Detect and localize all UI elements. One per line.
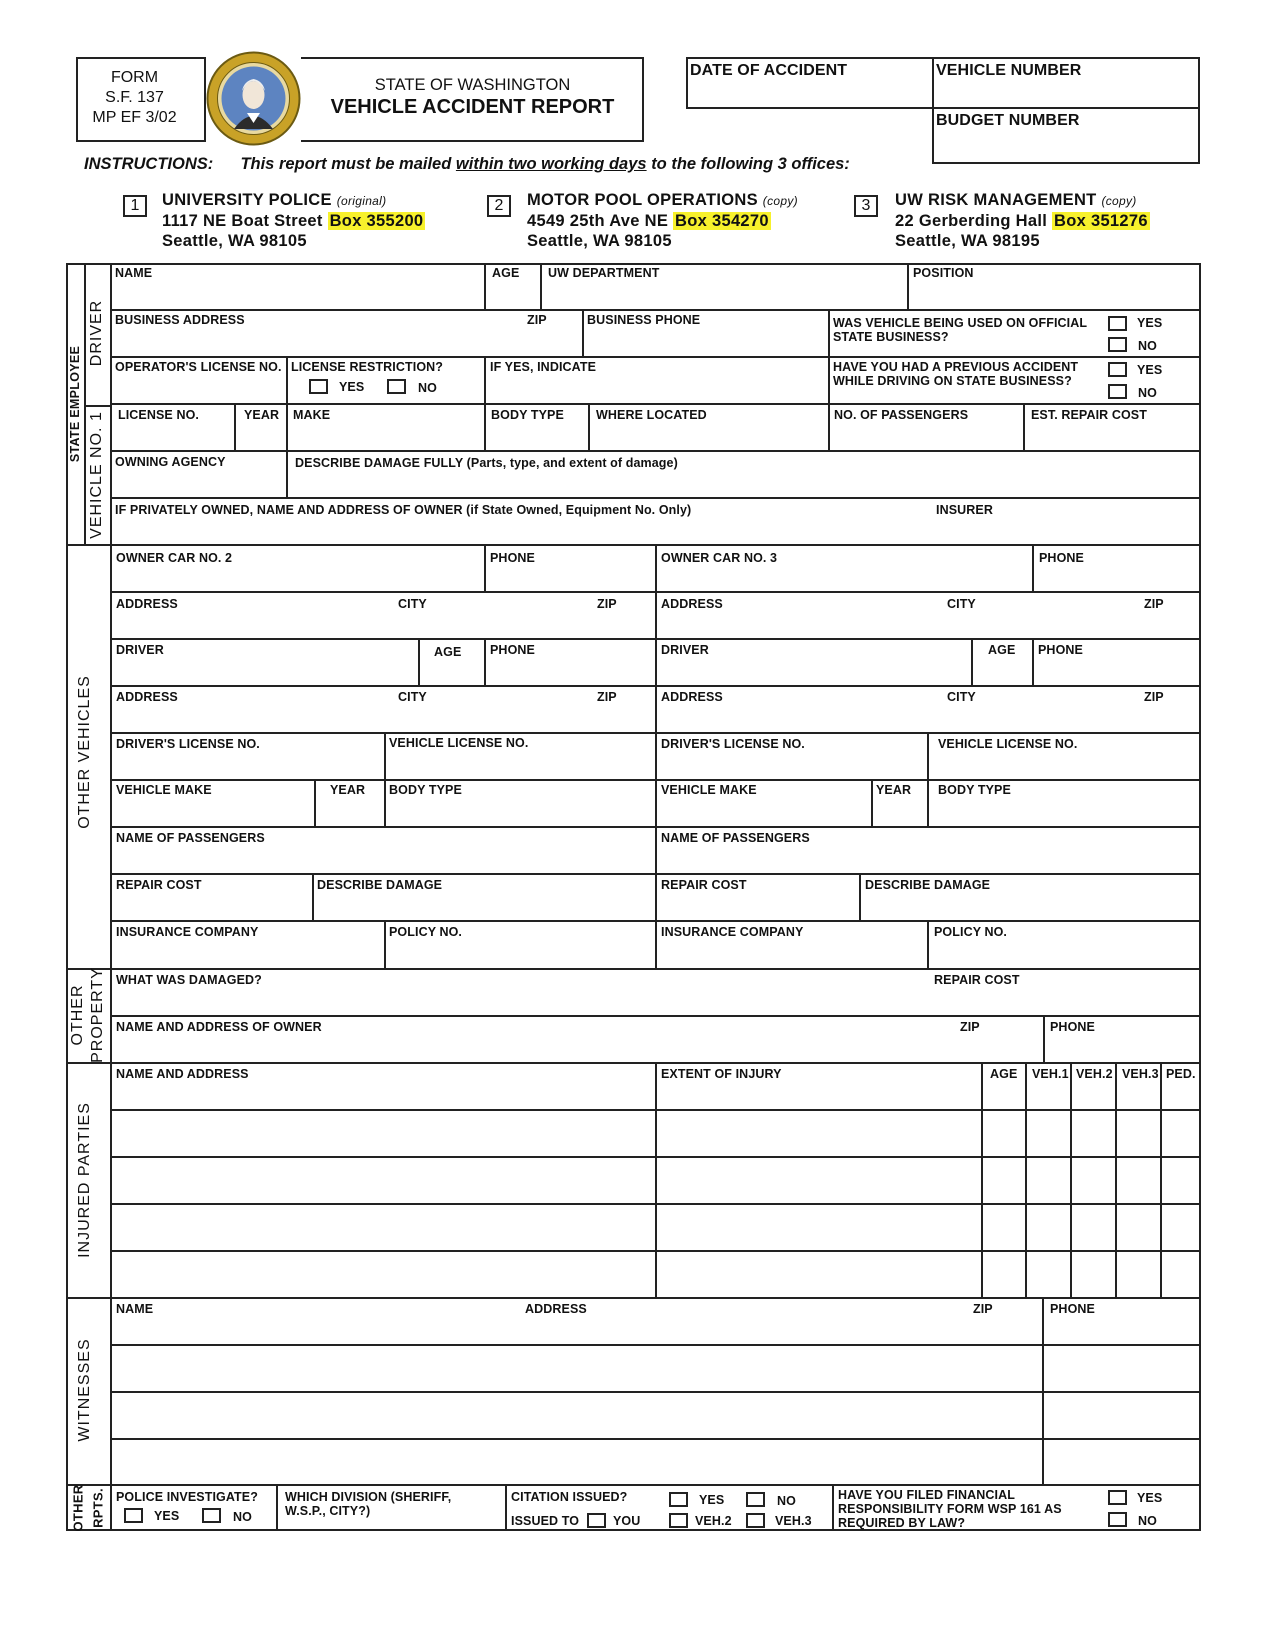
office-number: 2 bbox=[487, 195, 511, 217]
citation-yes-label: YES bbox=[699, 1493, 725, 1507]
office-box-number: Box 351276 bbox=[1054, 212, 1148, 230]
instructions-emphasis: within two working days bbox=[455, 155, 647, 173]
license-no-label: LICENSE NO. bbox=[118, 408, 199, 422]
business-address-label: BUSINESS ADDRESS bbox=[115, 313, 245, 327]
section-other-vehicles: OTHER VEHICLES bbox=[76, 675, 93, 829]
vehicle-3-damage-label: DESCRIBE DAMAGE bbox=[865, 878, 991, 892]
restriction-no-label: NO bbox=[418, 381, 437, 395]
official-business-no-label: NO bbox=[1138, 339, 1157, 353]
operators-license-label: OPERATOR'S LICENSE NO. bbox=[115, 360, 282, 374]
section-witnesses: WITNESSES bbox=[76, 1338, 93, 1442]
police-yes-checkbox[interactable] bbox=[124, 1508, 143, 1523]
financial-yes-label: YES bbox=[1137, 1491, 1163, 1505]
injured-name-address-label: NAME AND ADDRESS bbox=[116, 1067, 249, 1081]
vehicle-3-insurance-label: INSURANCE COMPANY bbox=[661, 925, 804, 939]
police-no-checkbox[interactable] bbox=[202, 1508, 221, 1523]
driver-2-license-label: DRIVER'S LICENSE NO. bbox=[116, 737, 260, 751]
date-of-accident-label: DATE OF ACCIDENT bbox=[690, 62, 848, 79]
vehicle-3-policy-label: POLICY NO. bbox=[934, 925, 1008, 939]
issued-to-veh3-label: VEH.3 bbox=[775, 1514, 812, 1528]
which-division-label: WHICH DIVISION (SHERIFF, W.S.P., CITY?) bbox=[285, 1490, 452, 1518]
issued-to-veh2-label: VEH.2 bbox=[695, 1514, 732, 1528]
vehicle-number-label: VEHICLE NUMBER bbox=[936, 62, 1082, 79]
vehicle-2-year-label: YEAR bbox=[330, 783, 366, 797]
property-phone-label: PHONE bbox=[1050, 1020, 1095, 1034]
property-owner-label: NAME AND ADDRESS OF OWNER bbox=[116, 1020, 322, 1034]
office-number: 1 bbox=[123, 195, 147, 217]
police-yes-label: YES bbox=[154, 1509, 180, 1523]
section-other-reports-line2: RPTS. bbox=[90, 1488, 106, 1528]
vehicle-2-insurance-label: INSURANCE COMPANY bbox=[116, 925, 259, 939]
driver-3-phone-label: PHONE bbox=[1038, 643, 1083, 657]
issued-to-you-label: YOU bbox=[613, 1514, 641, 1528]
restriction-no-checkbox[interactable] bbox=[387, 379, 406, 394]
section-other-reports-line1: OTHER bbox=[70, 1484, 86, 1532]
vehicle-2-make-label: VEHICLE MAKE bbox=[116, 783, 212, 797]
license-restriction-label: LICENSE RESTRICTION? bbox=[291, 360, 444, 374]
body-type-label: BODY TYPE bbox=[491, 408, 564, 422]
driver-2-label: DRIVER bbox=[116, 643, 164, 657]
owner-2-phone-label: PHONE bbox=[490, 551, 535, 565]
office-box-number: Box 354270 bbox=[675, 212, 769, 230]
official-business-yes-checkbox[interactable] bbox=[1108, 316, 1127, 331]
business-phone-label: BUSINESS PHONE bbox=[587, 313, 701, 327]
describe-damage-label: DESCRIBE DAMAGE FULLY (Parts, type, and extent of damage) bbox=[295, 456, 678, 470]
driver-3-zip-label: ZIP bbox=[1144, 690, 1164, 704]
previous-accident-no-checkbox[interactable] bbox=[1108, 384, 1127, 399]
what-damaged-label: WHAT WAS DAMAGED? bbox=[116, 973, 262, 987]
vehicle-2-license-label: VEHICLE LICENSE NO. bbox=[389, 736, 529, 750]
financial-yes-checkbox[interactable] bbox=[1108, 1490, 1127, 1505]
injured-veh2-label: VEH.2 bbox=[1076, 1067, 1113, 1081]
injured-veh1-label: VEH.1 bbox=[1032, 1067, 1069, 1081]
passengers-count-label: NO. OF PASSENGERS bbox=[834, 408, 969, 422]
vehicle-2-repair-cost-label: REPAIR COST bbox=[116, 878, 202, 892]
driver-2-city-label: CITY bbox=[398, 690, 427, 704]
citation-no-label: NO bbox=[777, 1494, 796, 1508]
office-3: UW RISK MANAGEMENT (copy) 22 Gerberding Hall Box 351276 Seattle, WA 98195 bbox=[895, 191, 1148, 250]
driver-3-city-label: CITY bbox=[947, 690, 976, 704]
vehicle-2-body-type-label: BODY TYPE bbox=[389, 783, 462, 797]
business-zip-label: ZIP bbox=[527, 313, 547, 327]
if-yes-indicate-label: IF YES, INDICATE bbox=[490, 360, 597, 374]
office-2: MOTOR POOL OPERATIONS (copy) 4549 25th Ave NE Box 354270 Seattle, WA 98105 bbox=[527, 191, 798, 250]
insurer-label: INSURER bbox=[936, 503, 993, 517]
section-vehicle-1: VEHICLE NO. 1 bbox=[88, 411, 105, 539]
est-repair-cost-label: EST. REPAIR COST bbox=[1031, 408, 1147, 422]
section-other-property-line1: OTHER bbox=[69, 984, 86, 1046]
citation-yes-checkbox[interactable] bbox=[669, 1492, 688, 1507]
office-1: UNIVERSITY POLICE (original) 1117 NE Boat Street Box 355200 Seattle, WA 98105 bbox=[162, 191, 424, 250]
financial-no-label: NO bbox=[1138, 1514, 1157, 1528]
vehicle-3-year-label: YEAR bbox=[876, 783, 912, 797]
vehicle-2-policy-label: POLICY NO. bbox=[389, 925, 463, 939]
driver-3-label: DRIVER bbox=[661, 643, 709, 657]
owner-2-zip-label: ZIP bbox=[597, 597, 617, 611]
budget-number-label: BUDGET NUMBER bbox=[936, 112, 1080, 129]
state-seal-icon bbox=[206, 51, 301, 146]
witness-name-label: NAME bbox=[116, 1302, 154, 1316]
issued-to-you-checkbox[interactable] bbox=[587, 1513, 606, 1528]
owner-2-address-label: ADDRESS bbox=[116, 597, 178, 611]
driver-2-age-label: AGE bbox=[434, 645, 462, 659]
form-label: FORM bbox=[110, 69, 159, 86]
previous-accident-yes-label: YES bbox=[1137, 363, 1163, 377]
restriction-yes-checkbox[interactable] bbox=[309, 379, 328, 394]
form-revision: MP EF 3/02 bbox=[92, 109, 177, 126]
vehicle-year-label: YEAR bbox=[244, 408, 280, 422]
police-investigate-label: POLICE INVESTIGATE? bbox=[116, 1490, 258, 1504]
previous-accident-question: HAVE YOU HAD A PREVIOUS ACCIDENT WHILE DRIVING ON STATE BUSINESS? bbox=[833, 360, 1079, 388]
citation-no-checkbox[interactable] bbox=[746, 1492, 765, 1507]
state-name: STATE OF WASHINGTON bbox=[374, 76, 571, 94]
issued-to-label: ISSUED TO bbox=[511, 1514, 580, 1528]
owner-3-city-label: CITY bbox=[947, 597, 976, 611]
issued-to-veh2-checkbox[interactable] bbox=[669, 1513, 688, 1528]
driver-position-label: POSITION bbox=[913, 266, 974, 280]
driver-name-label: NAME bbox=[115, 266, 153, 280]
previous-accident-yes-checkbox[interactable] bbox=[1108, 362, 1127, 377]
owner-car-3-label: OWNER CAR NO. 3 bbox=[661, 551, 778, 565]
driver-3-age-label: AGE bbox=[988, 643, 1016, 657]
owner-3-address-label: ADDRESS bbox=[661, 597, 723, 611]
driver-2-phone-label: PHONE bbox=[490, 643, 535, 657]
vehicle-3-make-label: VEHICLE MAKE bbox=[661, 783, 757, 797]
official-business-question: WAS VEHICLE BEING USED ON OFFICIAL STATE BUSINESS? bbox=[833, 316, 1088, 344]
issued-to-veh3-checkbox[interactable] bbox=[746, 1513, 765, 1528]
vehicle-3-repair-cost-label: REPAIR COST bbox=[661, 878, 747, 892]
property-repair-cost-label: REPAIR COST bbox=[934, 973, 1020, 987]
instructions-text-before: This report must be mailed bbox=[240, 155, 452, 173]
vehicle-make-label: MAKE bbox=[293, 408, 331, 422]
driver-department-label: UW DEPARTMENT bbox=[548, 266, 660, 280]
office-number: 3 bbox=[854, 195, 878, 217]
owner-2-city-label: CITY bbox=[398, 597, 427, 611]
owner-3-phone-label: PHONE bbox=[1039, 551, 1084, 565]
citation-issued-label: CITATION ISSUED? bbox=[511, 1490, 628, 1504]
official-business-no-checkbox[interactable] bbox=[1108, 337, 1127, 352]
vehicle-2-passengers-label: NAME OF PASSENGERS bbox=[116, 831, 265, 845]
form-code: S.F. 137 bbox=[105, 89, 164, 106]
vehicle-3-passengers-label: NAME OF PASSENGERS bbox=[661, 831, 810, 845]
injury-extent-label: EXTENT OF INJURY bbox=[661, 1067, 782, 1081]
owning-agency-label: OWNING AGENCY bbox=[115, 455, 226, 469]
section-state-employee: STATE EMPLOYEE bbox=[68, 345, 82, 463]
witness-phone-label: PHONE bbox=[1050, 1302, 1095, 1316]
section-other-property-line2: PROPERTY bbox=[89, 967, 106, 1063]
injured-age-label: AGE bbox=[990, 1067, 1018, 1081]
driver-2-address-label: ADDRESS bbox=[116, 690, 178, 704]
section-driver: DRIVER bbox=[88, 299, 105, 367]
injured-veh3-label: VEH.3 bbox=[1122, 1067, 1159, 1081]
vehicle-3-body-type-label: BODY TYPE bbox=[938, 783, 1011, 797]
official-business-yes-label: YES bbox=[1137, 316, 1163, 330]
office-box-number: Box 355200 bbox=[329, 212, 424, 230]
owner-3-zip-label: ZIP bbox=[1144, 597, 1164, 611]
vehicle-3-license-label: VEHICLE LICENSE NO. bbox=[938, 737, 1078, 751]
police-no-label: NO bbox=[233, 1510, 252, 1524]
driver-2-zip-label: ZIP bbox=[597, 690, 617, 704]
previous-accident-no-label: NO bbox=[1138, 386, 1157, 400]
driver-3-address-label: ADDRESS bbox=[661, 690, 723, 704]
private-owner-label: IF PRIVATELY OWNED, NAME AND ADDRESS OF OWNER (if State Owned, Equipment No. Only) bbox=[115, 503, 692, 517]
driver-3-license-label: DRIVER'S LICENSE NO. bbox=[661, 737, 805, 751]
form-title: VEHICLE ACCIDENT REPORT bbox=[330, 96, 615, 118]
financial-no-checkbox[interactable] bbox=[1108, 1512, 1127, 1527]
financial-responsibility-question: HAVE YOU FILED FINANCIAL RESPONSIBILITY FORM WSP 161 AS REQUIRED BY LAW? bbox=[838, 1488, 1062, 1530]
report-grid bbox=[66, 263, 1201, 1531]
owner-car-2-label: OWNER CAR NO. 2 bbox=[116, 551, 233, 565]
property-zip-label: ZIP bbox=[960, 1020, 980, 1034]
witness-address-label: ADDRESS bbox=[525, 1302, 587, 1316]
vehicle-2-damage-label: DESCRIBE DAMAGE bbox=[317, 878, 443, 892]
section-injured-parties: INJURED PARTIES bbox=[76, 1102, 93, 1258]
where-located-label: WHERE LOCATED bbox=[596, 408, 707, 422]
injured-ped-label: PED. bbox=[1166, 1067, 1196, 1081]
witness-zip-label: ZIP bbox=[973, 1302, 993, 1316]
driver-age-label: AGE bbox=[492, 266, 520, 280]
restriction-yes-label: YES bbox=[339, 380, 365, 394]
instructions-text-after: to the following 3 offices: bbox=[651, 155, 850, 173]
instructions-label: INSTRUCTIONS: bbox=[84, 155, 214, 173]
instructions bbox=[84, 155, 850, 174]
